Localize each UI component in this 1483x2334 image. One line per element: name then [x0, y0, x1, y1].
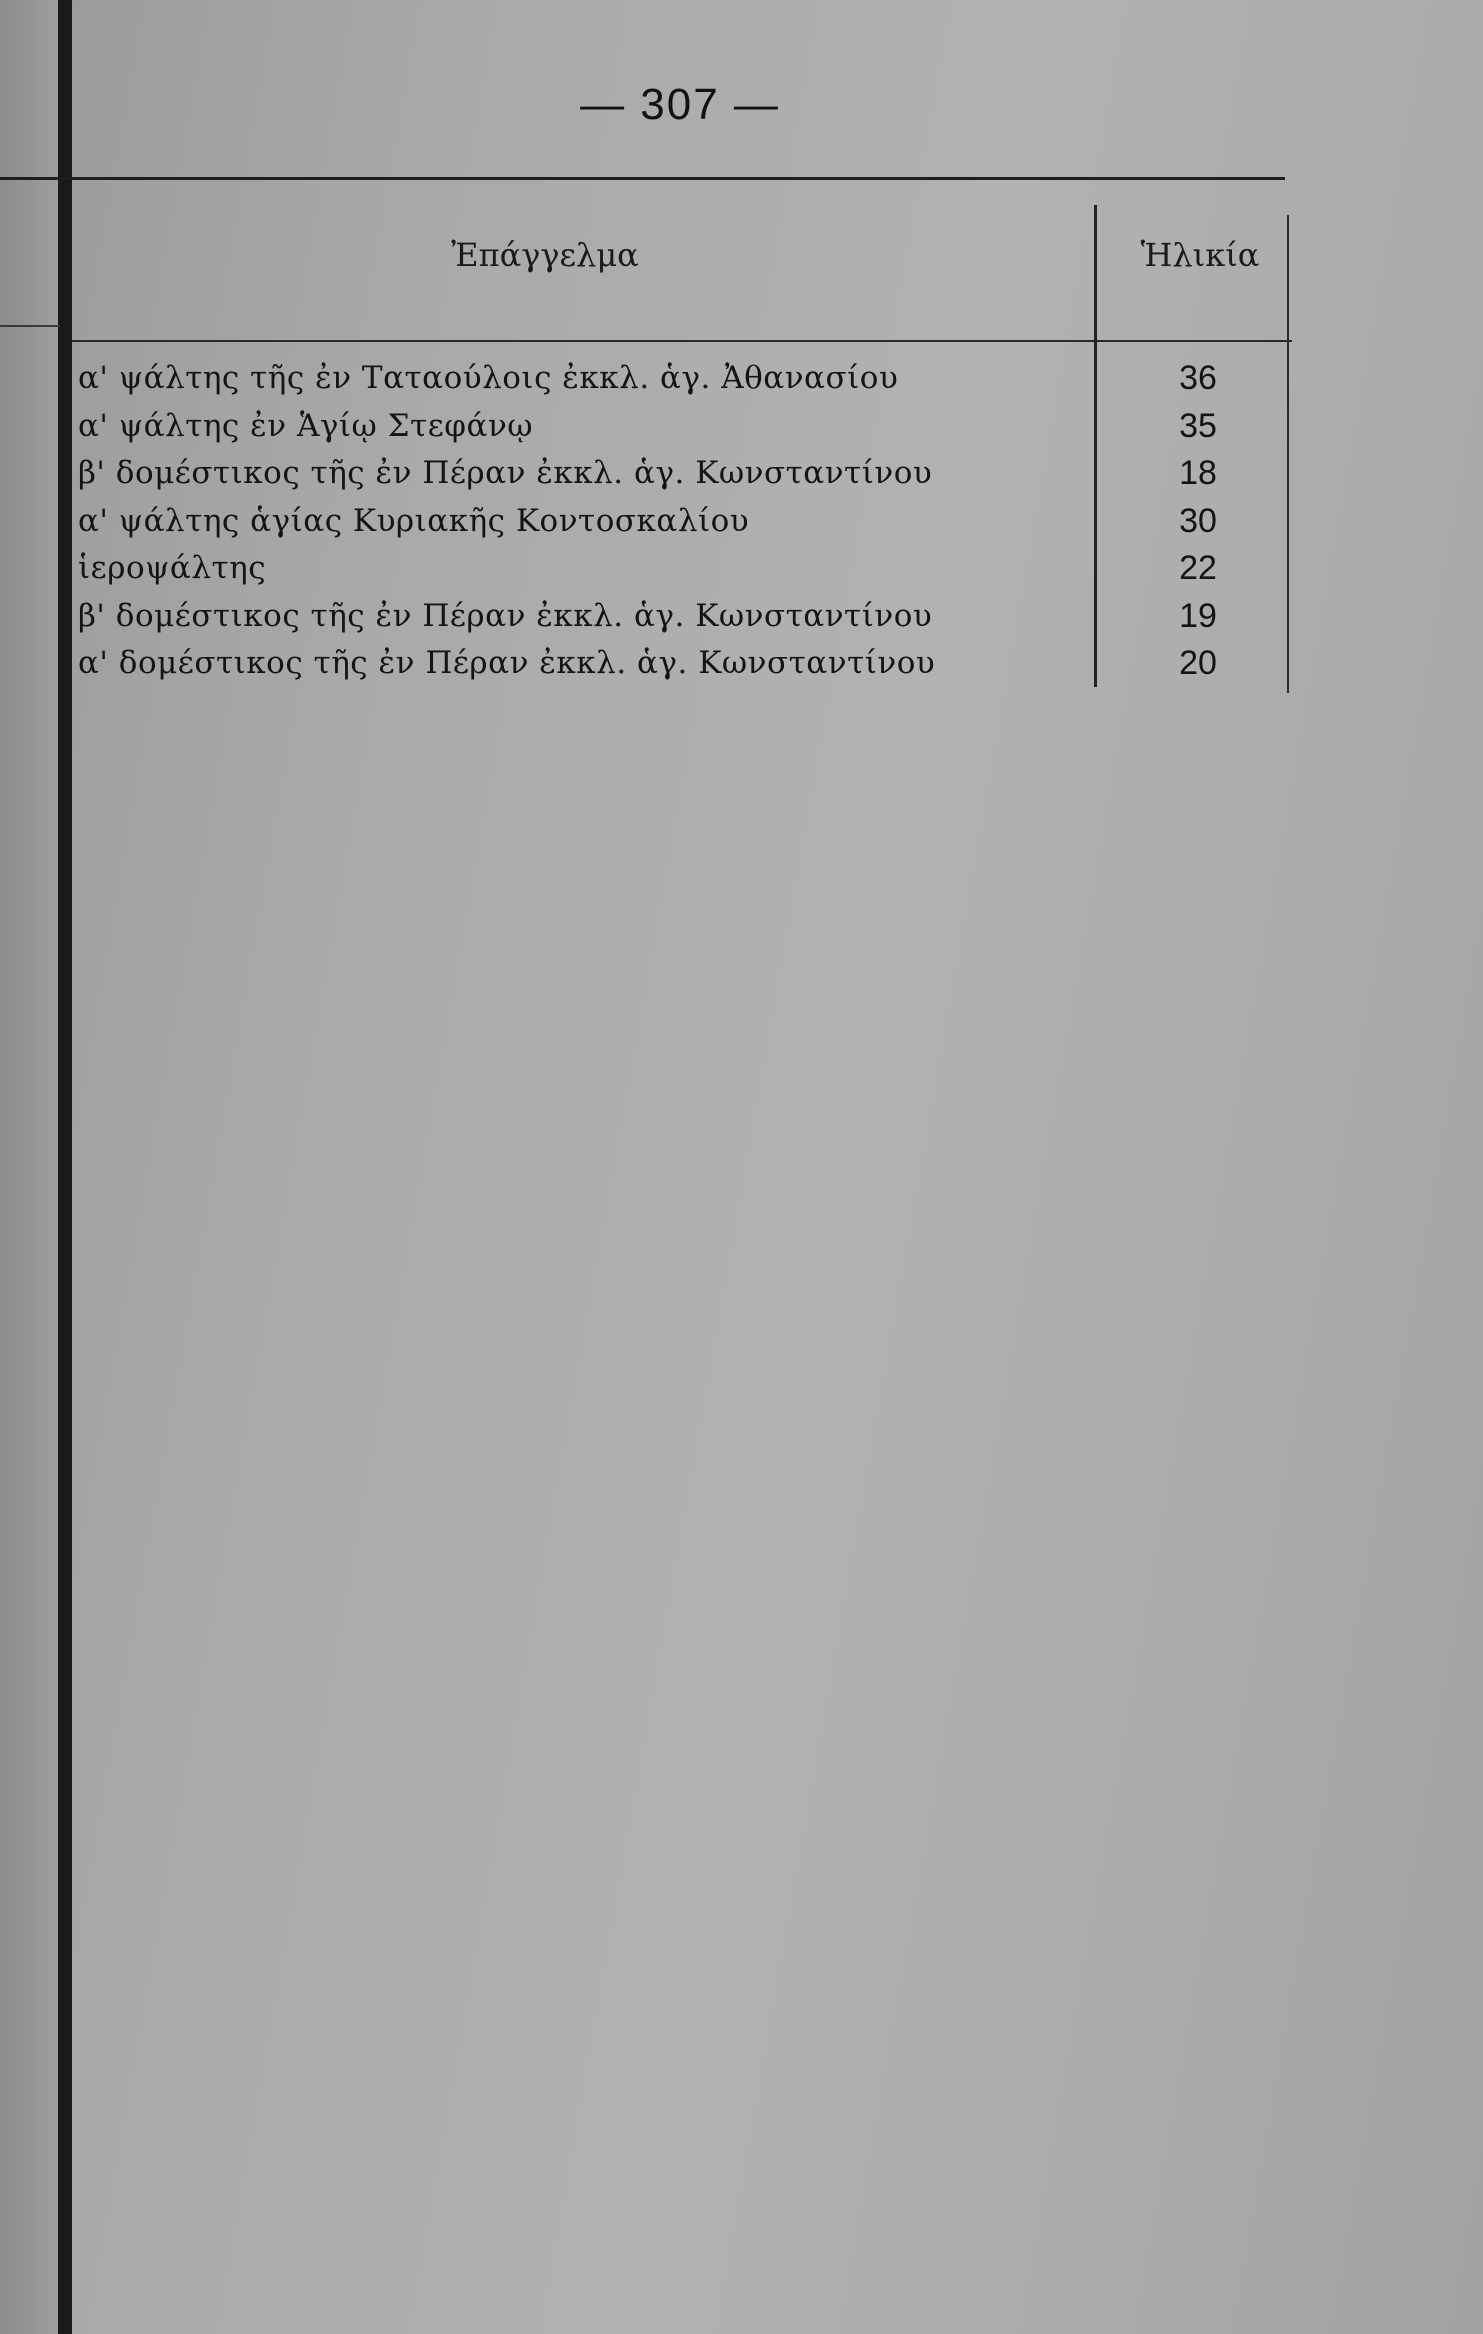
occupation-cell: ἱεροψάλτης — [78, 550, 267, 586]
table-row — [78, 355, 1288, 403]
age-cell: 22 — [1179, 549, 1217, 587]
table-header-rule — [72, 340, 1292, 342]
table-row — [78, 450, 1288, 498]
occupation-cell: β' δομέστικος τῆς ἐν Πέραν ἐκκλ. ἁγ. Κωνσταντίνου — [78, 455, 933, 491]
table-row — [78, 498, 1288, 546]
page-number: — 307 — — [580, 80, 780, 129]
table-row — [78, 593, 1288, 641]
occupation-cell: α' ψάλτης ἁγίας Κυριακῆς Κοντοσκαλίου — [78, 502, 750, 539]
occupation-cell: α' ψάλτης ἐν Ἁγίῳ Στεφάνῳ — [78, 407, 534, 444]
table-row — [78, 640, 1288, 688]
age-cell: 30 — [1179, 501, 1217, 540]
page-margin — [0, 0, 58, 2334]
margin-rule — [0, 325, 60, 327]
occupation-cell: α' ψάλτης τῆς ἐν Ταταούλοις ἐκκλ. ἁγ. Ἀθανασίου — [78, 360, 899, 396]
table-top-rule — [0, 177, 1285, 180]
table-row — [78, 403, 1288, 451]
binding-edge — [58, 0, 72, 2334]
table-row — [78, 545, 1288, 593]
occupation-cell: β' δομέστικος τῆς ἐν Πέραν ἐκκλ. ἁγ. Κωνσταντίνου — [78, 597, 933, 634]
occupation-cell: α' δομέστικος τῆς ἐν Πέραν ἐκκλ. ἁγ. Κωνσταντίνου — [78, 645, 936, 681]
age-cell: 20 — [1179, 644, 1217, 682]
table-body — [78, 355, 1288, 688]
age-cell: 18 — [1179, 454, 1217, 492]
header-age: Ἡλικία — [1140, 236, 1260, 274]
age-cell: 36 — [1179, 359, 1217, 397]
age-cell: 19 — [1179, 596, 1217, 635]
header-occupation: Ἐπάγγελμα — [451, 236, 639, 274]
age-cell: 35 — [1179, 406, 1217, 445]
